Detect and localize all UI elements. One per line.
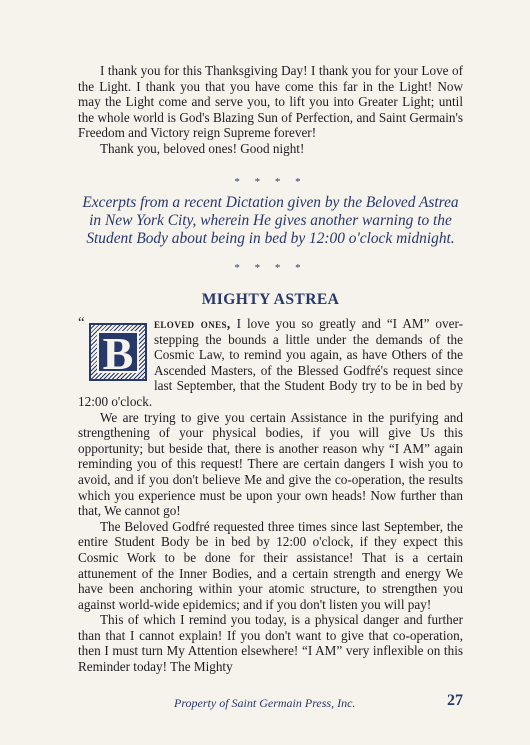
body-paragraph: The Beloved Godfré requested three times since last September, the entire Student Body be in bed by 12:00 o'clock, if they expect this Cosmic Work to be done for their assistance! That is a certain attunement of the Inner Bodies, and a certain strength and energy We have been anchoring within your atomic structure, to strengthen you against world-wide epidemics; and if you don't listen you will pay!	[78, 518, 463, 612]
page-number: 27	[447, 692, 463, 709]
body-paragraph-text: I love you so greatly and “I AM” over-stepping the bounds a little under the demands of the Cosmic Law, to remind you again, as have Others of the Ascended Masters, of the Blessed Godfré's request since last September, that the Student Body try to be in bed by 12:00 o'clock.	[78, 316, 463, 409]
lead-word: eloved ones,	[154, 316, 231, 331]
section-heading: MIGHTY ASTREA	[201, 291, 340, 308]
separator-stars: * * * *	[234, 176, 307, 188]
dictation-body	[78, 316, 463, 675]
open-quote: “	[78, 315, 85, 331]
body-paragraph: We are trying to give you certain Assistance in the purifying and strengthening of your physical bodies, if you will give Us this opportunity; but beside that, there is another reason why “I AM” again reminding you of this request! There are certain dangers I wish you to avoid, and if you don't believe Me and give the co-operation, the results which you experience must be upon your own heads! Now further than that, We cannot go!	[78, 409, 463, 519]
dropcap-block	[78, 315, 148, 385]
closing-line: Thank you, beloved ones! Good night!	[100, 140, 305, 156]
dropcap-ornament	[89, 323, 147, 381]
dropcap-letter: B	[97, 331, 139, 373]
excerpt-caption: Excerpts from a recent Dictation given by the Beloved Astrea in New York City, wherein He gives another warning to the Student Body about being in bed by 12:00 o'clock midnight.	[82, 194, 459, 247]
body-paragraph: This of which I remind you today, is a physical danger and further than that I cannot explain! If you don't want to give that co-operation, then I must turn My Attention elsewhere! “I AM” very inflexible on this Reminder today! The Mighty	[78, 612, 463, 675]
footer-credit: Property of Saint Germain Press, Inc.	[174, 696, 356, 710]
separator-stars: * * * *	[234, 262, 307, 274]
intro-section	[78, 63, 463, 157]
intro-paragraph: I thank you for this Thanksgiving Day! I thank you for your Love of the Light. I thank you that you have come this far in the Light! Now may the Light come and serve you, to lift you into Greater Light; until the whole world is God's Blazing Sun of Perfection, and Saint Germain's Freedom and Victory reign Supreme forever!	[78, 63, 463, 141]
